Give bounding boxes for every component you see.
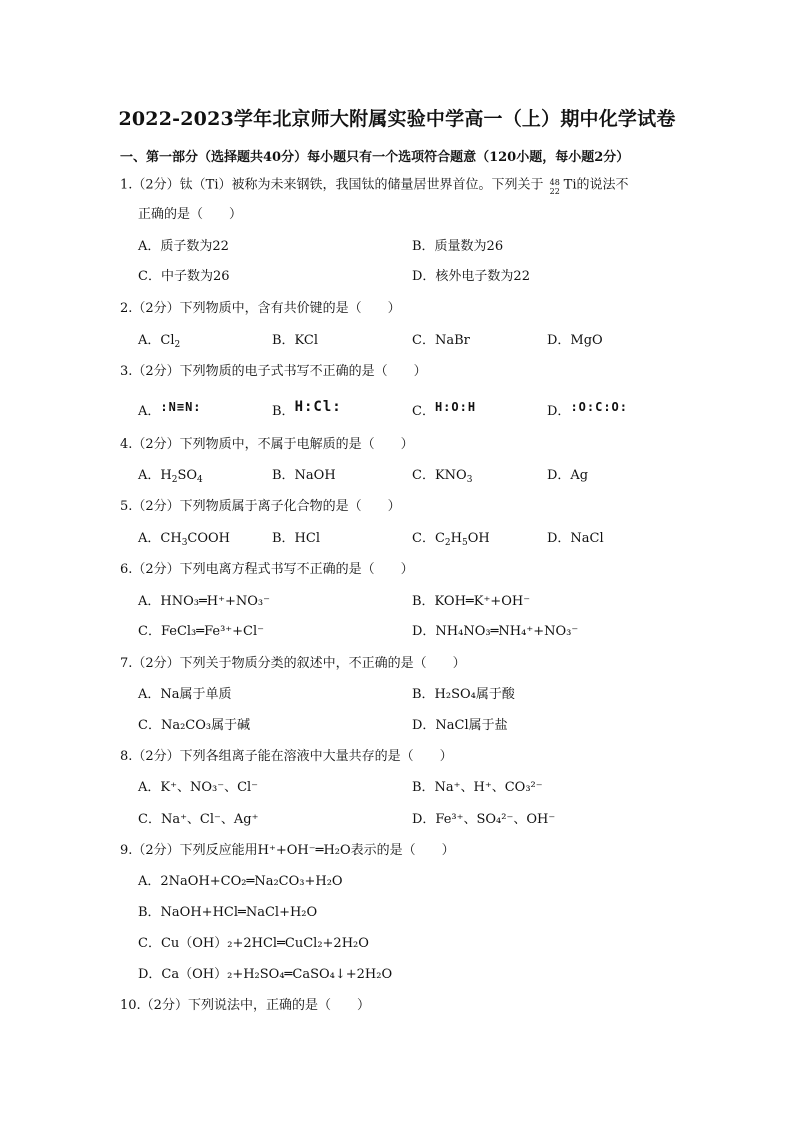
q5-option-a[interactable]: A．$CH_3COOH$ (138, 531, 231, 548)
q7-option-a[interactable]: A．Na属于单质 (138, 687, 232, 702)
q2-option-d[interactable]: D．MgO (547, 333, 603, 348)
q7-option-d[interactable]: D．NaCl属于盐 (412, 718, 508, 733)
lewis-structure-h2o: H:O:H (434, 400, 477, 414)
q4-option-b[interactable]: B．NaOH (272, 468, 336, 483)
q9-option-c[interactable]: C．Cu（OH）₂+2HCl═CuCl₂+2H₂O (138, 936, 369, 951)
question-10-stem: 10.（2分）下列说法中，正确的是（ ） (120, 998, 370, 1013)
q1-option-b[interactable]: B．质量数为26 (412, 239, 504, 254)
q2-option-a[interactable]: A．$Cl_2$ (138, 333, 181, 350)
q4-option-c[interactable]: C．$KNO_3$ (412, 468, 473, 485)
q5-option-c[interactable]: C．$C_2H_5OH$ (412, 531, 490, 548)
question-9-stem: 9.（2分）下列反应能用H⁺+OH⁻═H₂O表示的是（ ） (120, 843, 455, 858)
q1-option-c[interactable]: C．中子数为26 (138, 269, 230, 284)
q4-option-a[interactable]: A．$H_2SO_4$ (138, 468, 203, 485)
q6-option-b[interactable]: B．KOH═K⁺+OH⁻ (412, 594, 531, 609)
question-8-stem: 8.（2分）下列各组离子能在溶液中大量共存的是（ ） (120, 749, 453, 764)
lewis-structure-co2: :O:C:O: (570, 400, 629, 414)
q8-option-a[interactable]: A．K⁺、NO₃⁻、Cl⁻ (138, 780, 259, 795)
q2-option-b[interactable]: B．KCl (272, 333, 319, 348)
q7-option-c[interactable]: C．Na₂CO₃属于碱 (138, 718, 251, 733)
lewis-structure-hcl: H:Cl: (294, 399, 342, 415)
q7-option-b[interactable]: B．H₂SO₄属于酸 (412, 687, 515, 702)
q3-option-c[interactable]: C．H:O:H (412, 400, 477, 419)
question-6-stem: 6.（2分）下列电离方程式书写不正确的是（ ） (120, 562, 414, 577)
q2-option-c[interactable]: C．NaBr (412, 333, 470, 348)
q6-option-a[interactable]: A．HNO₃═H⁺+NO₃⁻ (138, 594, 270, 609)
question-3-stem: 3.（2分）下列物质的电子式书写不正确的是（ ） (120, 364, 427, 379)
q8-option-d[interactable]: D．Fe³⁺、SO₄²⁻、OH⁻ (412, 812, 556, 827)
q4-option-d[interactable]: D．Ag (547, 468, 589, 483)
lewis-structure-n2: :N≡N: (160, 400, 202, 414)
question-2-stem: 2.（2分）下列物质中，含有共价键的是（ ） (120, 301, 401, 316)
q9-option-d[interactable]: D．Ca（OH）₂+H₂SO₄═CaSO₄↓+2H₂O (138, 967, 393, 982)
q9-option-a[interactable]: A．2NaOH+CO₂═Na₂CO₃+H₂O (138, 874, 343, 889)
q6-option-c[interactable]: C．FeCl₃═Fe³⁺+Cl⁻ (138, 624, 265, 639)
q1-option-d[interactable]: D．核外电子数为22 (412, 269, 530, 284)
q6-option-d[interactable]: D．NH₄NO₃═NH₄⁺+NO₃⁻ (412, 624, 579, 639)
q8-option-b[interactable]: B．Na⁺、H⁺、CO₃²⁻ (412, 780, 543, 795)
q5-option-d[interactable]: D．NaCl (547, 531, 604, 546)
q9-option-b[interactable]: B．NaOH+HCl═NaCl+H₂O (138, 905, 318, 920)
q3-option-d[interactable]: D．:O:C:O: (547, 400, 629, 419)
q1-option-a[interactable]: A．质子数为22 (138, 239, 229, 254)
section-heading: 一、第一部分（选择题共40分）每小题只有一个选项符合题意（120小题，每小题2分） (120, 150, 630, 165)
q3-option-b[interactable]: B．H:Cl: (272, 399, 342, 419)
question-7-stem: 7.（2分）下列关于物质分类的叙述中，不正确的是（ ） (120, 656, 466, 671)
q3-option-a[interactable]: A．:N≡N: (138, 400, 202, 419)
nuclide-notation: 48 22 (549, 178, 560, 196)
exam-title: 2022-2023学年北京师大附属实验中学高一（上）期中化学试卷 (118, 108, 676, 130)
question-1-stem-cont: 正确的是（ ） (138, 207, 243, 222)
question-5-stem: 5.（2分）下列物质属于离子化合物的是（ ） (120, 499, 401, 514)
question-1-stem: 1.（2分）钛（Ti）被称为未来钢铁，我国钛的储量居世界首位。下列关于 48 22 Ti的说法不 (120, 177, 629, 196)
q5-option-b[interactable]: B．HCl (272, 531, 320, 546)
q8-option-c[interactable]: C．Na⁺、Cl⁻、Ag⁺ (138, 812, 259, 827)
question-4-stem: 4.（2分）下列物质中，不属于电解质的是（ ） (120, 437, 414, 452)
